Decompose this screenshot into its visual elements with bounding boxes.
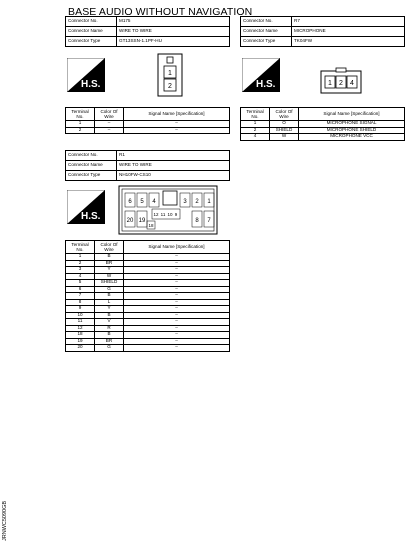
table-row [66,127,230,134]
color-cell: O [270,121,299,128]
color-cell: W [270,134,299,141]
info-value: NH10FW-CS10 [117,171,230,181]
terminal-cell: 18 [66,332,95,339]
signal-cell: – [124,293,230,300]
color-cell: W [95,273,124,280]
terminal-cell: 19 [66,338,95,345]
color-cell: SHIELD [95,280,124,287]
pin-label: 3 [183,199,187,205]
info-key: Connector Type [66,171,117,181]
pin-label: 2 [168,83,172,90]
info-key: Connector Name [66,161,117,171]
info-value: WIRE TO WIRE [117,161,230,171]
signal-table-m175 [65,107,230,134]
color-cell: – [95,121,124,128]
color-cell: BR [95,260,124,267]
pin-label: 9 [174,212,178,217]
table-row [66,345,230,352]
color-cell: B [95,254,124,261]
color-cell: R [95,325,124,332]
hs-label: H.S. [256,79,276,90]
color-cell: BR [95,338,124,345]
header-color: Color Of Wire [95,108,124,121]
info-key: Connector Name [241,27,292,37]
info-value: M175 [117,17,230,27]
terminal-cell: 10 [66,312,95,319]
info-value: GT13SSN-1.1PF-HU [117,37,230,47]
pin-label: 1 [328,80,332,87]
signal-cell: – [124,345,230,352]
signal-cell: – [124,127,230,134]
pin-label: 19 [138,218,146,224]
pin-label: 11 [160,212,166,217]
connector-info-r1 [65,150,230,181]
pin-label: 1 [168,70,172,77]
signal-cell: – [124,267,230,274]
signal-cell: – [124,286,230,293]
info-key: Connector No. [66,17,117,27]
signal-cell: MICROPHONE SIGNAL [299,121,405,128]
signal-cell: – [124,325,230,332]
hs-label: H.S. [81,211,101,222]
header-signal: Signal Name [Specification] [124,241,230,254]
terminal-cell: 12 [66,325,95,332]
color-cell: G [95,345,124,352]
color-cell: G [95,286,124,293]
side-code: JRNWC5090GB [2,500,8,541]
header-terminal: Terminal No. [66,241,95,254]
terminal-cell: 9 [66,306,95,313]
terminal-cell: 5 [66,280,95,287]
signal-cell: – [124,260,230,267]
header-color: Color Of Wire [270,108,299,121]
signal-cell: – [124,338,230,345]
pin-label: 2 [195,199,199,205]
terminal-cell: 7 [66,293,95,300]
signal-cell: – [124,306,230,313]
terminal-cell: 11 [66,319,95,326]
color-cell: Y [95,267,124,274]
terminal-cell: 2 [241,127,270,134]
color-cell: B [95,332,124,339]
info-value: R7 [292,17,405,27]
signal-cell: – [124,319,230,326]
terminal-cell: 3 [66,267,95,274]
pin-label: 4 [350,80,354,87]
pin-label: 6 [128,199,132,205]
hs-label: H.S. [81,79,101,90]
page-title: BASE AUDIO WITHOUT NAVIGATION [68,6,253,18]
info-key: Connector Type [66,37,117,47]
connector-info-r7 [240,16,405,47]
header-terminal: Terminal No. [241,108,270,121]
signal-cell: – [124,332,230,339]
color-cell: SHIELD [270,127,299,134]
info-key: Connector Type [241,37,292,47]
info-key: Connector Name [66,27,117,37]
terminal-cell: 4 [241,134,270,141]
terminal-cell: 20 [66,345,95,352]
color-cell: B [95,312,124,319]
harness-side-icon [67,190,105,224]
header-signal: Signal Name [Specification] [299,108,405,121]
color-cell: V [95,319,124,326]
info-key: Connector No. [241,17,292,27]
info-value: TK04FW [292,37,405,47]
terminal-cell: 2 [66,127,95,134]
pin-label: 18 [148,223,154,228]
connector-face-r1 [118,185,218,235]
pin-label: 2 [339,80,343,87]
connector-face-r7 [318,66,364,96]
harness-side-icon [67,58,105,92]
signal-cell: – [124,312,230,319]
pin-label: 10 [167,212,173,217]
color-cell: L [95,299,124,306]
terminal-cell: 8 [66,299,95,306]
info-value: MICROPHONE [292,27,405,37]
pin-label: 5 [140,199,144,205]
pin-label: 1 [207,199,211,205]
signal-cell: – [124,280,230,287]
signal-table-r1 [65,240,230,352]
color-cell: B [95,293,124,300]
signal-cell: – [124,273,230,280]
header-color: Color Of Wire [95,241,124,254]
harness-side-icon [242,58,280,92]
info-value: R1 [117,151,230,161]
terminal-cell: 1 [241,121,270,128]
pin-label: 8 [195,218,199,224]
header-signal: Signal Name [Specification] [124,108,230,121]
signal-cell: – [124,121,230,128]
connector-info-m175 [65,16,230,47]
connector-face-m175 [156,52,184,98]
header-terminal: Terminal No. [66,108,95,121]
info-value: WIRE TO WIRE [117,27,230,37]
terminal-cell: 6 [66,286,95,293]
pin-label: 4 [152,199,156,205]
pin-label: 20 [126,218,134,224]
signal-cell: MICROPHONE SHIELD [299,127,405,134]
terminal-cell: 4 [66,273,95,280]
terminal-cell: 2 [66,260,95,267]
color-cell: Y [95,306,124,313]
signal-table-r7 [240,107,405,141]
pin-label: 12 [153,212,159,217]
terminal-cell: 1 [66,254,95,261]
info-key: Connector No. [66,151,117,161]
color-cell: – [95,127,124,134]
table-row [241,134,405,141]
terminal-cell: 1 [66,121,95,128]
signal-cell: – [124,254,230,261]
pin-label: 7 [207,218,211,224]
signal-cell: MICROPHONE VCC [299,134,405,141]
signal-cell: – [124,299,230,306]
